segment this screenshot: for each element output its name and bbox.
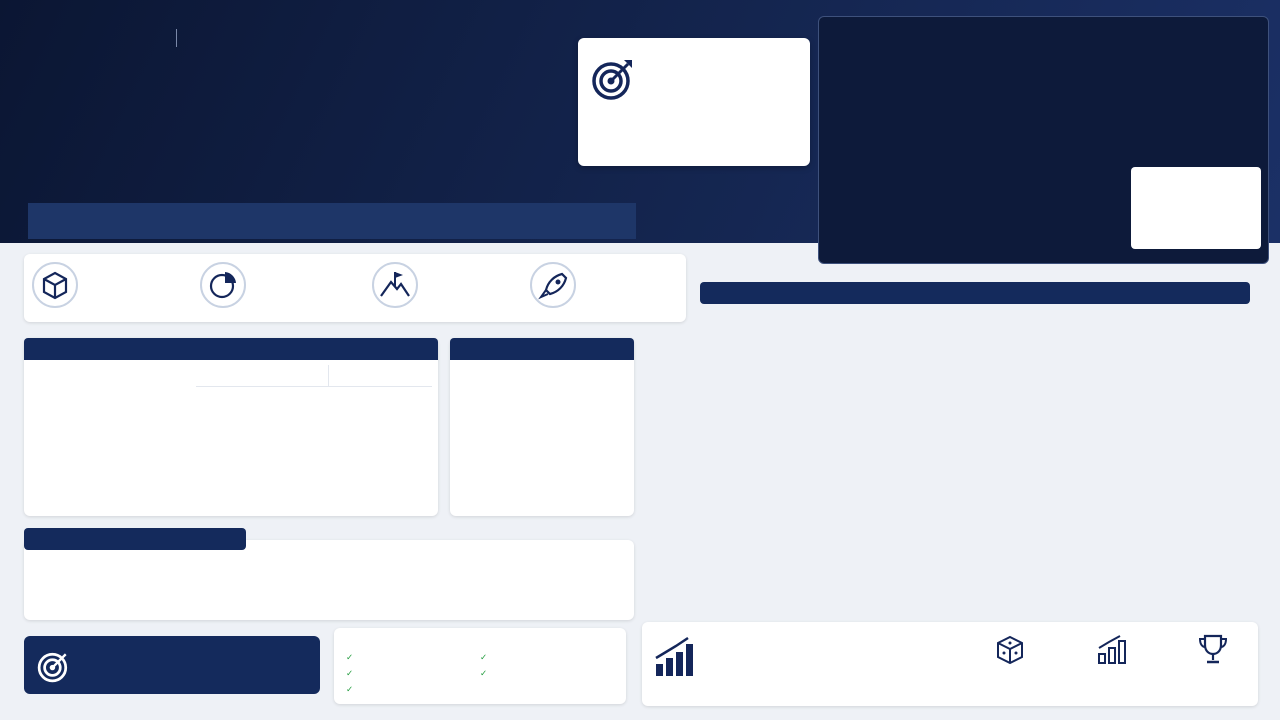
pie-icon	[200, 262, 246, 308]
check-icon: ✓	[480, 669, 488, 680]
success-item	[346, 650, 353, 666]
mountain-flag-icon	[372, 262, 418, 308]
hero-subtitle	[28, 203, 636, 239]
box-icon	[32, 262, 78, 308]
trophy-icon	[1196, 632, 1230, 666]
scale-bars-icon	[1096, 634, 1128, 666]
dice-cube-icon	[994, 634, 1026, 666]
focus-target-icon	[36, 648, 72, 684]
success-item	[480, 650, 487, 666]
rocket-icon	[530, 262, 576, 308]
check-icon: ✓	[346, 685, 354, 696]
expense-table	[196, 365, 432, 387]
growth-bars-icon	[652, 634, 698, 680]
success-item	[480, 666, 487, 682]
unit-economics-card	[450, 338, 634, 516]
check-icon: ✓	[346, 653, 354, 663]
value-chain-card	[24, 540, 634, 620]
value-chain-header	[24, 528, 246, 550]
breakeven-box	[1131, 167, 1261, 249]
growth-chart-panel	[818, 16, 1269, 264]
unit-economics-header	[450, 338, 634, 360]
compare-header	[700, 282, 1250, 304]
expense-donut-chart	[30, 364, 182, 516]
success-item	[346, 666, 353, 682]
structure-header	[24, 338, 438, 360]
success-item	[346, 682, 353, 698]
check-icon: ✓	[480, 653, 488, 663]
margin-callout	[578, 38, 810, 166]
features-card	[24, 254, 686, 322]
expense-col-label	[224, 365, 328, 386]
success-list-left	[346, 650, 353, 698]
check-icon: ✓	[346, 669, 354, 680]
logo-divider	[176, 29, 177, 47]
expense-table-header	[196, 365, 432, 386]
success-list-right	[480, 650, 487, 682]
target-icon	[590, 56, 636, 102]
expense-col-pct	[328, 365, 432, 386]
system-card	[642, 622, 1258, 706]
